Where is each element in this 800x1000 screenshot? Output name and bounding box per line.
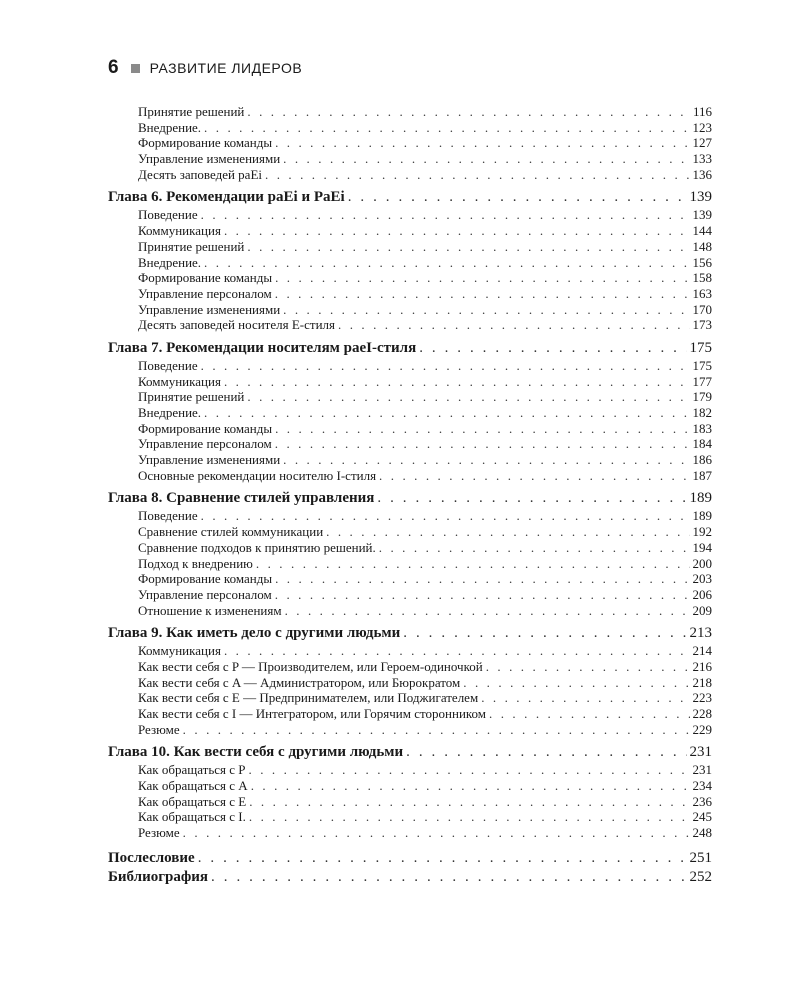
toc-entry-page-number: 231 [692,762,712,778]
toc-entry-page-number: 127 [692,135,712,151]
toc-chapter-heading[interactable] [108,489,712,508]
toc-entry-label: Как обращаться с P [138,762,246,778]
toc-entry-page-number: 234 [692,778,712,794]
toc-entry-label: Подход к внедрению [138,555,253,571]
running-head-title: РАЗВИТИЕ ЛИДЕРОВ [149,60,303,76]
running-head [108,56,302,80]
toc-entry-label: Формирование команды [138,420,273,436]
toc-chapter-heading-label: Глава 8. Сравнение стилей управления [108,490,375,507]
toc-entry[interactable] [108,358,712,374]
toc-entry-page-number: 133 [692,151,712,167]
toc-entry[interactable] [108,255,712,271]
toc-chapter-heading-page-number: 175 [689,339,712,356]
toc-entry[interactable] [108,690,712,706]
toc-entry-page-number: 139 [692,207,712,223]
toc-entry-page-number: 170 [692,301,712,317]
toc-entry-page-number: 179 [692,389,712,405]
toc-entry[interactable] [108,603,712,619]
toc-entry-label: Управление изменениями [138,151,281,167]
dot-leader [403,624,686,643]
toc-entry-page-number: 173 [692,317,712,333]
dot-leader [201,358,690,374]
dot-leader [249,809,690,825]
toc-entry[interactable] [108,587,712,603]
toc-entry-page-number: 187 [692,467,712,483]
toc-entry-page-number: 216 [692,658,712,674]
toc-entry[interactable] [108,421,712,437]
toc-entry-page-number: 175 [692,357,712,373]
toc-entry[interactable] [108,508,712,524]
page-number: 6 [108,57,119,78]
dot-leader [211,868,686,887]
toc-entry-page-number: 177 [692,373,712,389]
toc-entry-label: Управление персоналом [138,586,272,602]
spacer [108,841,712,849]
toc-entry-page-number: 136 [692,166,712,182]
dot-leader [338,317,690,333]
toc-entry-label: Как вести себя с E — Предпринимателем, или Поджигателем [138,690,479,706]
toc-chapter-heading[interactable] [108,339,712,358]
toc-entry-page-number: 186 [692,452,712,468]
toc-entry-page-number: 163 [692,285,712,301]
toc-entry-page-number: 245 [692,809,712,825]
toc-section-heading-label: Библиография [108,868,209,885]
toc-entry-label: Поведение [138,207,198,223]
dot-leader [481,690,689,706]
toc-entry-label: Коммуникация [138,373,221,389]
toc-entry[interactable] [108,706,712,722]
toc-chapter-heading-label: Глава 9. Как иметь дело с другими людьми [108,625,401,642]
dot-leader [283,302,689,318]
toc-entry-label: Как обращаться с A [138,778,248,794]
dot-leader [265,167,690,183]
dot-leader [419,339,686,358]
toc-entry-label: Внедрение. [138,405,202,420]
toc-entry[interactable] [108,207,712,223]
toc-entry[interactable] [108,762,712,778]
toc-section-heading[interactable] [108,849,712,868]
dot-leader [249,794,689,810]
toc-entry-label: Принятие решений [138,389,245,405]
toc-entry-label: Принятие решений [138,238,245,254]
toc-entry-page-number: 158 [692,270,712,286]
toc-entry-label: Коммуникация [138,223,221,239]
dot-leader [283,151,689,167]
toc-section-heading[interactable] [108,868,712,887]
dot-leader [247,239,689,255]
toc-chapter-heading-label: Глава 6. Рекомендации paEi и PaEi [108,189,345,206]
toc-entry-page-number: 156 [692,254,712,270]
toc-entry-label: Отношение к изменениям [138,602,282,618]
toc-entry-label: Поведение [138,357,198,373]
dot-leader [348,188,687,207]
toc-entry[interactable] [108,722,712,738]
toc-entry-label: Как вести себя с P — Производителем, или Героем-одиночкой [138,658,483,674]
dot-leader [275,286,690,302]
dot-leader [275,421,689,437]
dot-leader [198,849,687,868]
toc-section-heading-page-number: 252 [689,868,712,885]
dot-leader [204,120,689,136]
dot-leader [463,675,689,691]
toc-entry-page-number: 206 [692,586,712,602]
dot-leader [486,659,690,675]
toc-entry[interactable] [108,389,712,405]
toc-entry-label: Десять заповедей носителя E-стиля [138,317,335,333]
toc-entry-page-number: 214 [692,643,712,659]
toc-entry-label: Поведение [138,508,198,524]
toc-entry[interactable] [108,302,712,318]
toc-entry[interactable] [108,643,712,659]
toc-entry-label: Резюме [138,721,180,737]
toc-entry[interactable] [108,571,712,587]
toc-entry[interactable] [108,452,712,468]
toc-entry-label: Как обращаться с I. [138,809,246,825]
dot-leader [251,778,690,794]
toc-entry-label: Коммуникация [138,643,221,659]
toc-entry[interactable] [108,659,712,675]
dot-leader [224,223,690,239]
toc-entry-page-number: 123 [692,119,712,135]
toc-entry[interactable] [108,317,712,333]
toc-entry-page-number: 209 [692,602,712,618]
dot-leader [275,135,689,151]
dot-leader [283,452,689,468]
square-bullet-icon [131,64,140,73]
toc-entry-label: Внедрение. [138,254,202,270]
dot-leader [183,825,690,841]
toc-entry[interactable] [108,809,712,825]
toc-entry-label: Управление персоналом [138,436,272,452]
dot-leader [275,571,689,587]
dot-leader [377,489,686,508]
toc-chapter-heading-label: Глава 10. Как вести себя с другими людьми [108,744,404,761]
dot-leader [275,436,690,452]
toc-entry[interactable] [108,104,712,120]
toc-entry-page-number: 184 [692,436,712,452]
toc-chapter-heading-page-number: 139 [689,189,712,206]
toc-entry[interactable] [108,778,712,794]
dot-leader [183,722,690,738]
toc-entry-label: Принятие решений [138,104,245,119]
toc-entry-label: Как вести себя с I — Интегратором, или Горячим сторонником [138,706,487,721]
toc-entry-page-number: 218 [692,674,712,690]
toc-chapter-heading-page-number: 189 [689,490,712,507]
toc-entry-label: Резюме [138,825,180,841]
dot-leader [247,389,689,405]
toc-entry[interactable] [108,524,712,540]
dot-leader [201,207,690,223]
toc-entry-page-number: 192 [692,524,712,540]
dot-leader [489,706,689,722]
toc-entry-label: Управление изменениями [138,452,281,468]
toc-entry-label: Сравнение подходов к принятию решений. [138,539,376,555]
toc-entry-label: Управление персоналом [138,285,272,301]
toc-entry[interactable] [108,675,712,691]
dot-leader [247,104,690,120]
toc-chapter-heading-page-number: 213 [689,625,712,642]
toc-entry[interactable] [108,825,712,841]
toc-entry-label: Формирование команды [138,135,273,151]
toc-entry[interactable] [108,151,712,167]
toc-entry-label: Десять заповедей paEi [138,166,262,182]
toc-chapter-heading[interactable] [108,188,712,207]
toc-chapter-heading-page-number: 231 [689,744,712,761]
dot-leader [275,587,690,603]
toc-entry-page-number: 203 [692,571,712,587]
dot-leader [379,468,689,484]
toc-entry-label: Как вести себя с A — Администратором, или Бюрократом [138,674,461,690]
toc-entry-page-number: 182 [692,405,712,420]
toc-entry-label: Сравнение стилей коммуникации [138,524,324,540]
toc-chapter-heading[interactable] [108,624,712,643]
dot-leader [406,743,686,762]
toc-chapter-heading[interactable] [108,743,712,762]
toc-entry[interactable] [108,794,712,810]
toc-entry[interactable] [108,405,712,421]
dot-leader [224,374,690,390]
toc-chapter-heading-label: Глава 7. Рекомендации носителям paeI-стиля [108,339,417,356]
dot-leader [379,540,690,556]
toc-entry-label: Формирование команды [138,270,273,286]
toc-entry-page-number: 148 [692,238,712,254]
toc-entry[interactable] [108,135,712,151]
toc-entry-page-number: 229 [692,721,712,737]
toc-entry[interactable] [108,436,712,452]
toc-entry-label: Основные рекомендации носителю I-стиля [138,467,377,483]
toc-entry[interactable] [108,540,712,556]
toc-entry-label: Формирование команды [138,571,273,587]
toc-section-heading-label: Послесловие [108,849,195,866]
toc-entry[interactable] [108,239,712,255]
toc-entry-page-number: 248 [692,825,712,841]
dot-leader [201,508,690,524]
toc-entry[interactable] [108,286,712,302]
toc-entry[interactable] [108,120,712,136]
dot-leader [224,643,690,659]
table-of-contents [108,104,712,887]
toc-entry-page-number: 200 [692,555,712,571]
toc-entry-label: Как обращаться с E [138,793,247,809]
toc-entry-page-number: 144 [692,223,712,239]
toc-entry[interactable] [108,167,712,183]
toc-entry-page-number: 183 [692,420,712,436]
dot-leader [256,556,690,572]
toc-section-heading-page-number: 251 [689,849,712,866]
dot-leader [275,270,689,286]
toc-entry[interactable] [108,374,712,390]
dot-leader [326,524,689,540]
toc-entry-page-number: 228 [692,706,712,721]
toc-entry[interactable] [108,556,712,572]
toc-entry-page-number: 189 [692,508,712,524]
dot-leader [204,405,689,421]
toc-entry-label: Внедрение. [138,119,202,135]
dot-leader [285,603,690,619]
toc-entry-page-number: 194 [692,539,712,555]
dot-leader [204,255,689,271]
dot-leader [249,762,690,778]
toc-entry[interactable] [108,468,712,484]
toc-entry-label: Управление изменениями [138,301,281,317]
toc-entry[interactable] [108,223,712,239]
toc-entry-page-number: 223 [692,690,712,706]
toc-entry-page-number: 236 [692,793,712,809]
toc-entry-page-number: 116 [692,104,712,119]
toc-entry[interactable] [108,270,712,286]
